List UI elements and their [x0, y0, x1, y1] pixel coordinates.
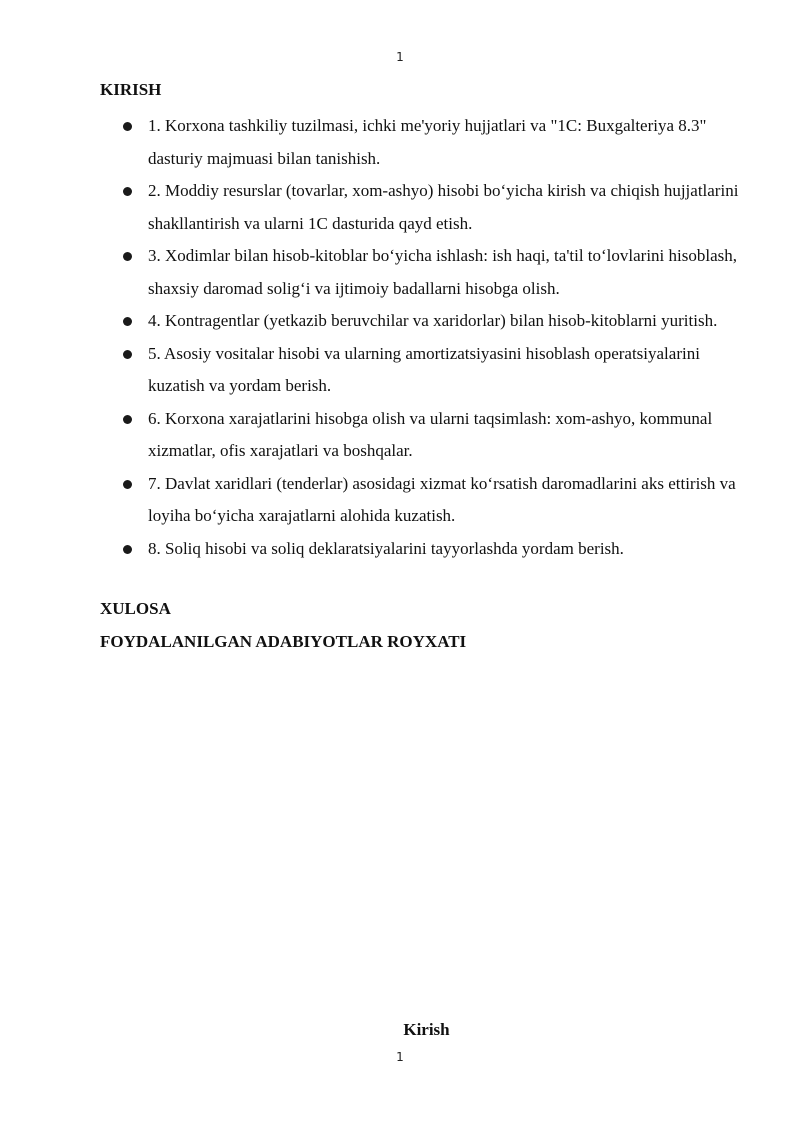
- toc-item-8: [100, 533, 740, 566]
- toc-item-text: 3. Xodimlar bilan hisob-kitoblar bo‘yicha ishlash: ish haqi, ta'til to‘lovlarini hisoblash, shaxsiy daromad solig‘i va ijtimoiy badallarni hisobga olish.: [148, 246, 738, 298]
- toc-item-1: [100, 110, 740, 175]
- toc-item-text: 8. Soliq hisobi va soliq deklaratsiyalarini tayyorlashda yordam berish.: [148, 538, 624, 558]
- toc-item-text: 1. Korxona tashkiliy tuzilmasi, ichki me'yoriy hujjatlari va "1C: Buxgalteriya 8.3" dasturiy majmuasi bilan tanishish.: [148, 116, 707, 168]
- bullet-icon: [123, 480, 132, 489]
- bullet-icon: [123, 187, 132, 196]
- toc-item-text: 5. Asosiy vositalar hisobi va ularning amortizatsiyasini hisoblash operatsiyalarini kuzatish va yordam berish.: [148, 343, 700, 395]
- bullet-icon: [123, 252, 132, 261]
- toc-item-5: [100, 338, 740, 403]
- toc-item-text: 4. Kontragentlar (yetkazib beruvchilar va xaridorlar) bilan hisob-kitoblarni yuritish.: [148, 311, 718, 330]
- bullet-icon: [123, 317, 132, 326]
- page-number-bottom: 1: [396, 1050, 404, 1064]
- toc-item-2: [100, 175, 740, 240]
- toc-item-4: [100, 305, 740, 338]
- toc-item-7: [100, 468, 740, 533]
- toc-item-3: [100, 240, 740, 305]
- section-title-kirish: Kirish: [403, 1020, 450, 1039]
- heading-kirish: KIRISH: [100, 80, 162, 99]
- toc-item-text: 6. Korxona xarajatlarini hisobga olish va ularni taqsimlash: xom-ashyo, kommunal xizmatlar, ofis xarajatlari va boshqalar.: [148, 408, 713, 460]
- page-number-top: 1: [396, 50, 404, 64]
- bullet-icon: [123, 415, 132, 424]
- heading-adabiyotlar: FOYDALANILGAN ADABIYOTLAR ROYXATI: [100, 632, 467, 651]
- toc-list: [100, 110, 740, 565]
- bullet-icon: [123, 545, 132, 554]
- toc-item-6: [100, 403, 740, 468]
- bullet-icon: [123, 350, 132, 359]
- toc-item-text: 7. Davlat xaridlari (tenderlar) asosidagi xizmat ko‘rsatish daromadlarini aks ettirish va loyiha bo‘yicha xarajatlarni alohida kuzatish.: [148, 473, 736, 525]
- bullet-icon: [123, 122, 132, 131]
- toc-item-text: 2. Moddiy resurslar (tovarlar, xom-ashyo) hisobi bo‘yicha kirish va chiqish hujjatlarini shakllantirish va ularni 1C dasturida qayd etish.: [148, 181, 739, 233]
- heading-xulosa: XULOSA: [100, 599, 171, 618]
